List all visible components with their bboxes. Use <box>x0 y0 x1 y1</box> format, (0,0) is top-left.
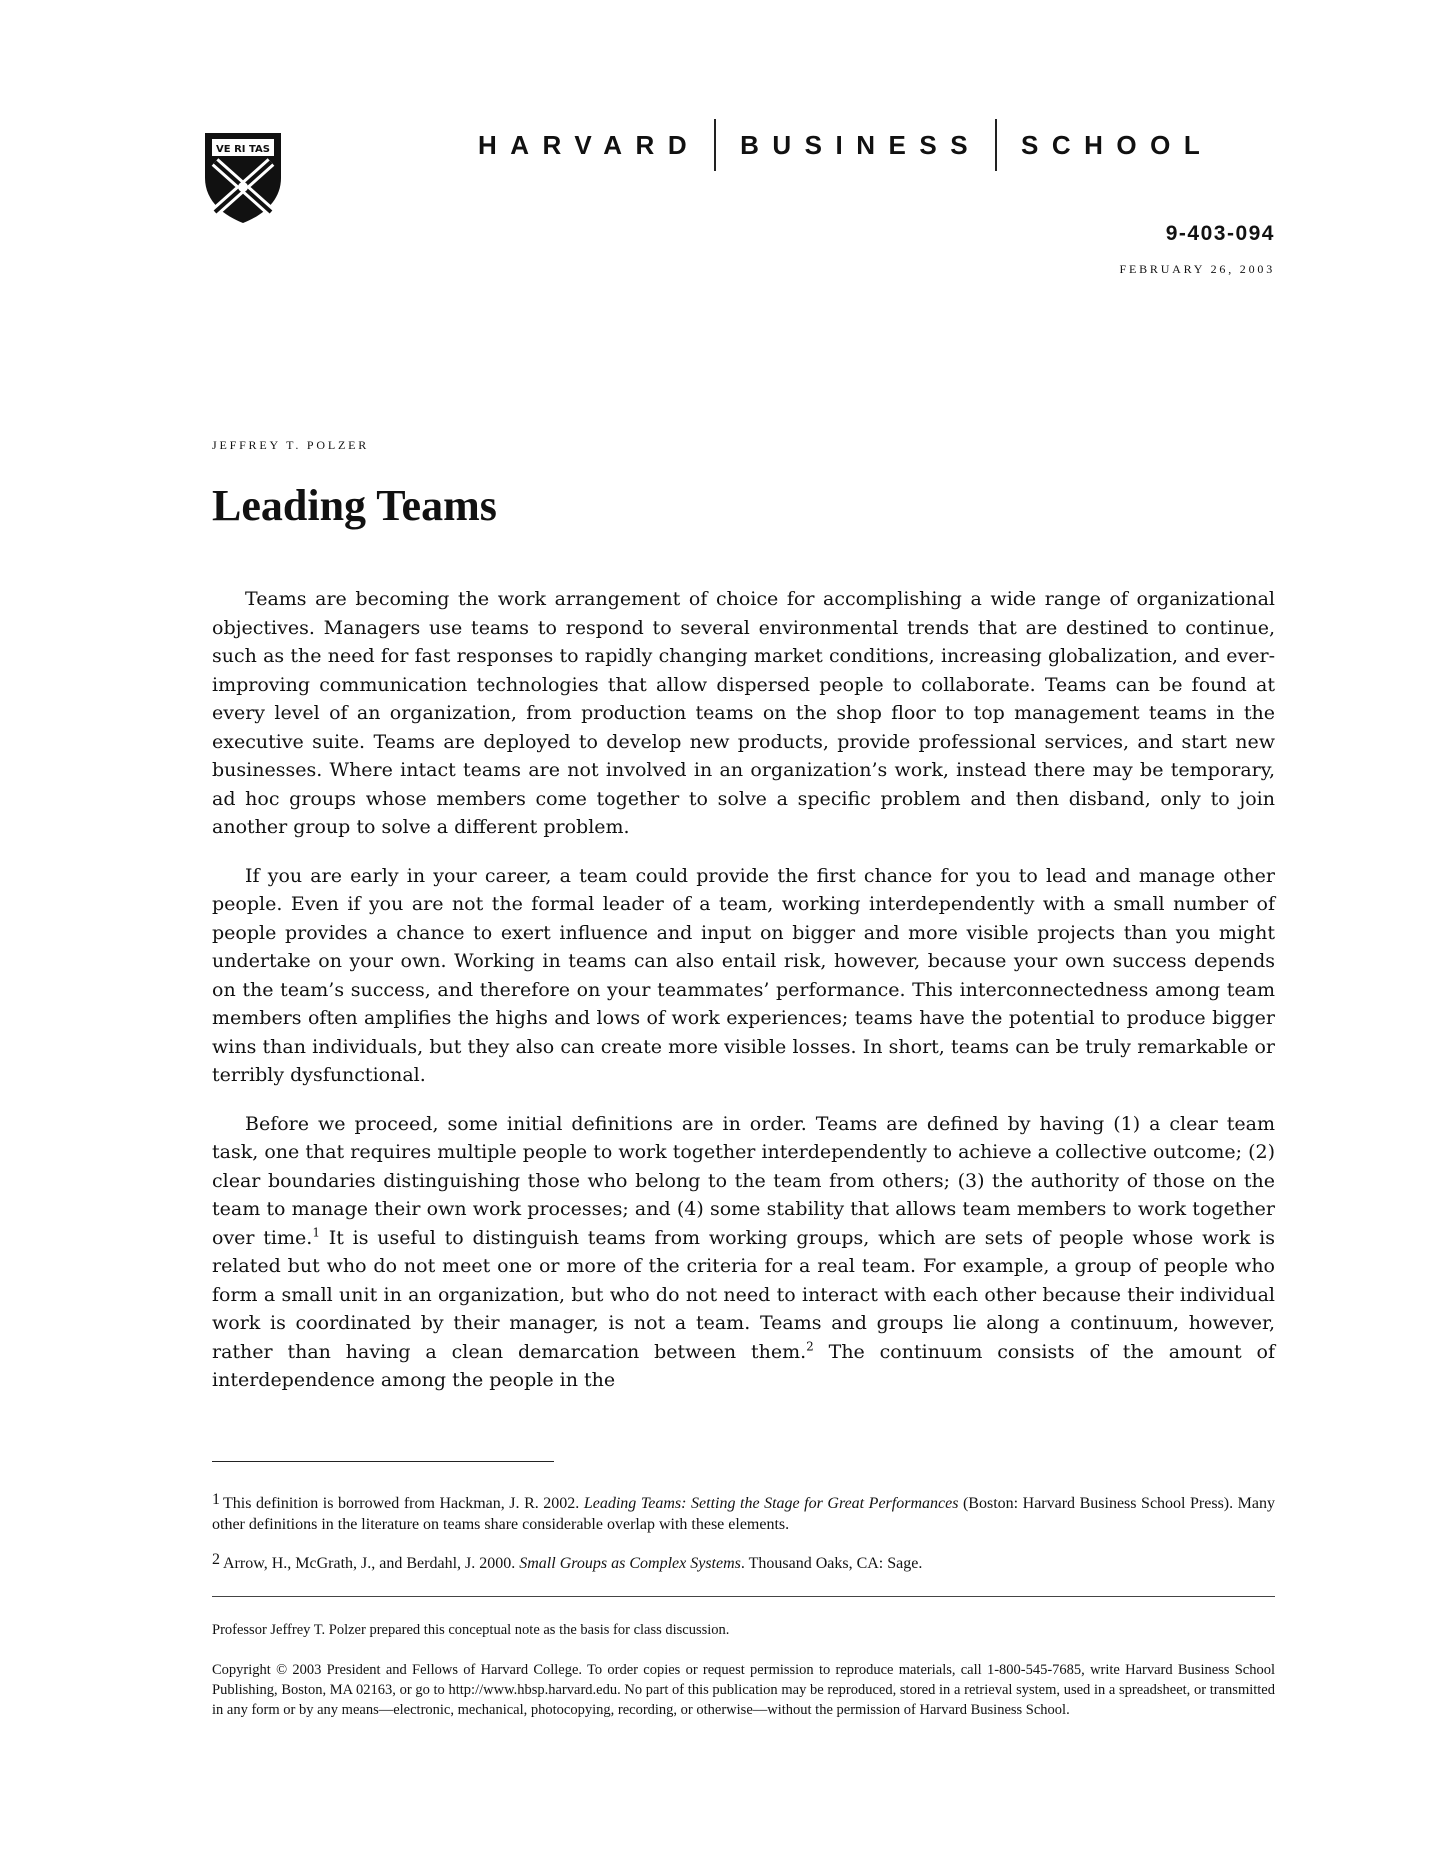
footnote-reference: 1 <box>312 1225 320 1240</box>
masthead <box>478 117 1278 173</box>
body-text <box>212 585 1275 1415</box>
author-name: JEFFREY T. POLZER <box>212 438 370 452</box>
page-divider <box>212 1596 1275 1597</box>
masthead-word-school: SCHOOL <box>1021 129 1214 160</box>
page-title: Leading Teams <box>212 481 497 530</box>
paragraph-text: It is useful to distinguish teams from working groups, which are sets of people whose work is related but who do not meet one or more of the criteria for a real team. For example, a group of people who form a small unit in an organization, but who do not need to interact with each other because their individual work is coordinated by their manager, is not a team. Teams and groups lie along a continuum, however, rather than having a clean demarcation between them. <box>212 1226 1275 1363</box>
masthead-divider <box>995 119 997 171</box>
paragraph-text: The continuum consists of the amount of interdependence among the people in the <box>212 1340 1275 1391</box>
paragraph: If you are early in your career, a team could provide the first chance for you to lead and manage other people. Even if you are not the formal leader of a team, working interdependently with a small number of people provides a chance to exert influence and input on bigger and more visible projects than you might undertake on your own. Working in teams can also entail risk, however, because your own success depends on the team’s success, and therefore on your teammates’ performance. This interconnectedness among team members often amplifies the highs and lows of work experiences; teams have the potential to produce bigger wins than individuals, but they also can create more visible losses. In short, teams can be truly remarkable or terribly dysfunctional. <box>212 864 1275 1086</box>
footnote-text: . Thousand Oaks, CA: Sage. <box>740 1555 923 1572</box>
masthead-divider <box>714 119 716 171</box>
masthead-word-harvard: HARVARD <box>478 129 701 160</box>
copyright-notice: Copyright © 2003 President and Fellows of Harvard College. To order copies or request permission to reproduce materials, call 1-800-545-7685, write Harvard Business School Publishing, Boston, MA 02163, or go to http://www.hbsp.harvard.edu. No part of this publication may be reproduced, stored in a retrieval system, used in a spreadsheet, or transmitted in any form or by any means—electronic, mechanical, photocopying, recording, or otherwise—without the permission of Harvard Business School. <box>212 1662 1275 1718</box>
footnote-number: 1 <box>212 1491 220 1508</box>
footnote-divider <box>212 1461 554 1462</box>
footnote-book-title: Leading Teams: Setting the Stage for Great Performances <box>583 1495 959 1512</box>
footnote <box>212 1553 1275 1574</box>
professor-note: Professor Jeffrey T. Polzer prepared this conceptual note as the basis for class discussion. <box>212 1622 730 1638</box>
footnote-reference: 2 <box>806 1339 814 1354</box>
paragraph: Teams are becoming the work arrangement of choice for accomplishing a wide range of organizational objectives. Managers use teams to respond to several environmental trends that are destined to continue, such as the need for fast responses to rapidly changing market conditions, increasing globalization, and ever-improving communication technologies that allow dispersed people to collaborate. Teams can be found at every level of an organization, from production teams on the shop floor to top management teams in the executive suite. Teams are deployed to develop new products, provide professional services, and start new businesses. Where intact teams are not involved in an organization’s work, instead there may be temporary, ad hoc groups whose members come together to solve a specific problem and then disband, only to join another group to solve a different problem. <box>212 588 1275 838</box>
paragraph <box>212 1110 1275 1395</box>
footnote-text: Arrow, H., McGrath, J., and Berdahl, J. 2000. <box>223 1555 520 1572</box>
footnote-text: This definition is borrowed from Hackman, J. R. 2002. <box>223 1495 584 1512</box>
document-date: FEBRUARY 26, 2003 <box>1119 262 1275 276</box>
document-number: 9-403-094 <box>1165 222 1275 245</box>
footnote-text: (Boston: Harvard Business School Press). Many other definitions in the literature on teams share considerable overlap with these elements. <box>212 1495 1276 1533</box>
harvard-shield-logo <box>203 130 283 225</box>
footnote-number: 2 <box>212 1551 220 1568</box>
paragraph-text: Before we proceed, some initial definitions are in order. Teams are defined by having (1) a clear team task, one that requires multiple people to work together interdependently to achieve a collective outcome; (2) clear boundaries distinguishing those who belong to the team from others; (3) the authority of those on the team to manage their own work processes; and (4) some stability that allows team members to work together over time. <box>212 1112 1275 1249</box>
seal-motto: VE RI TAS <box>216 144 270 155</box>
masthead-word-business: BUSINESS <box>740 129 982 160</box>
footnote-book-title: Small Groups as Complex Systems <box>519 1555 741 1572</box>
footnote <box>212 1493 1275 1535</box>
footnotes <box>212 1493 1275 1592</box>
